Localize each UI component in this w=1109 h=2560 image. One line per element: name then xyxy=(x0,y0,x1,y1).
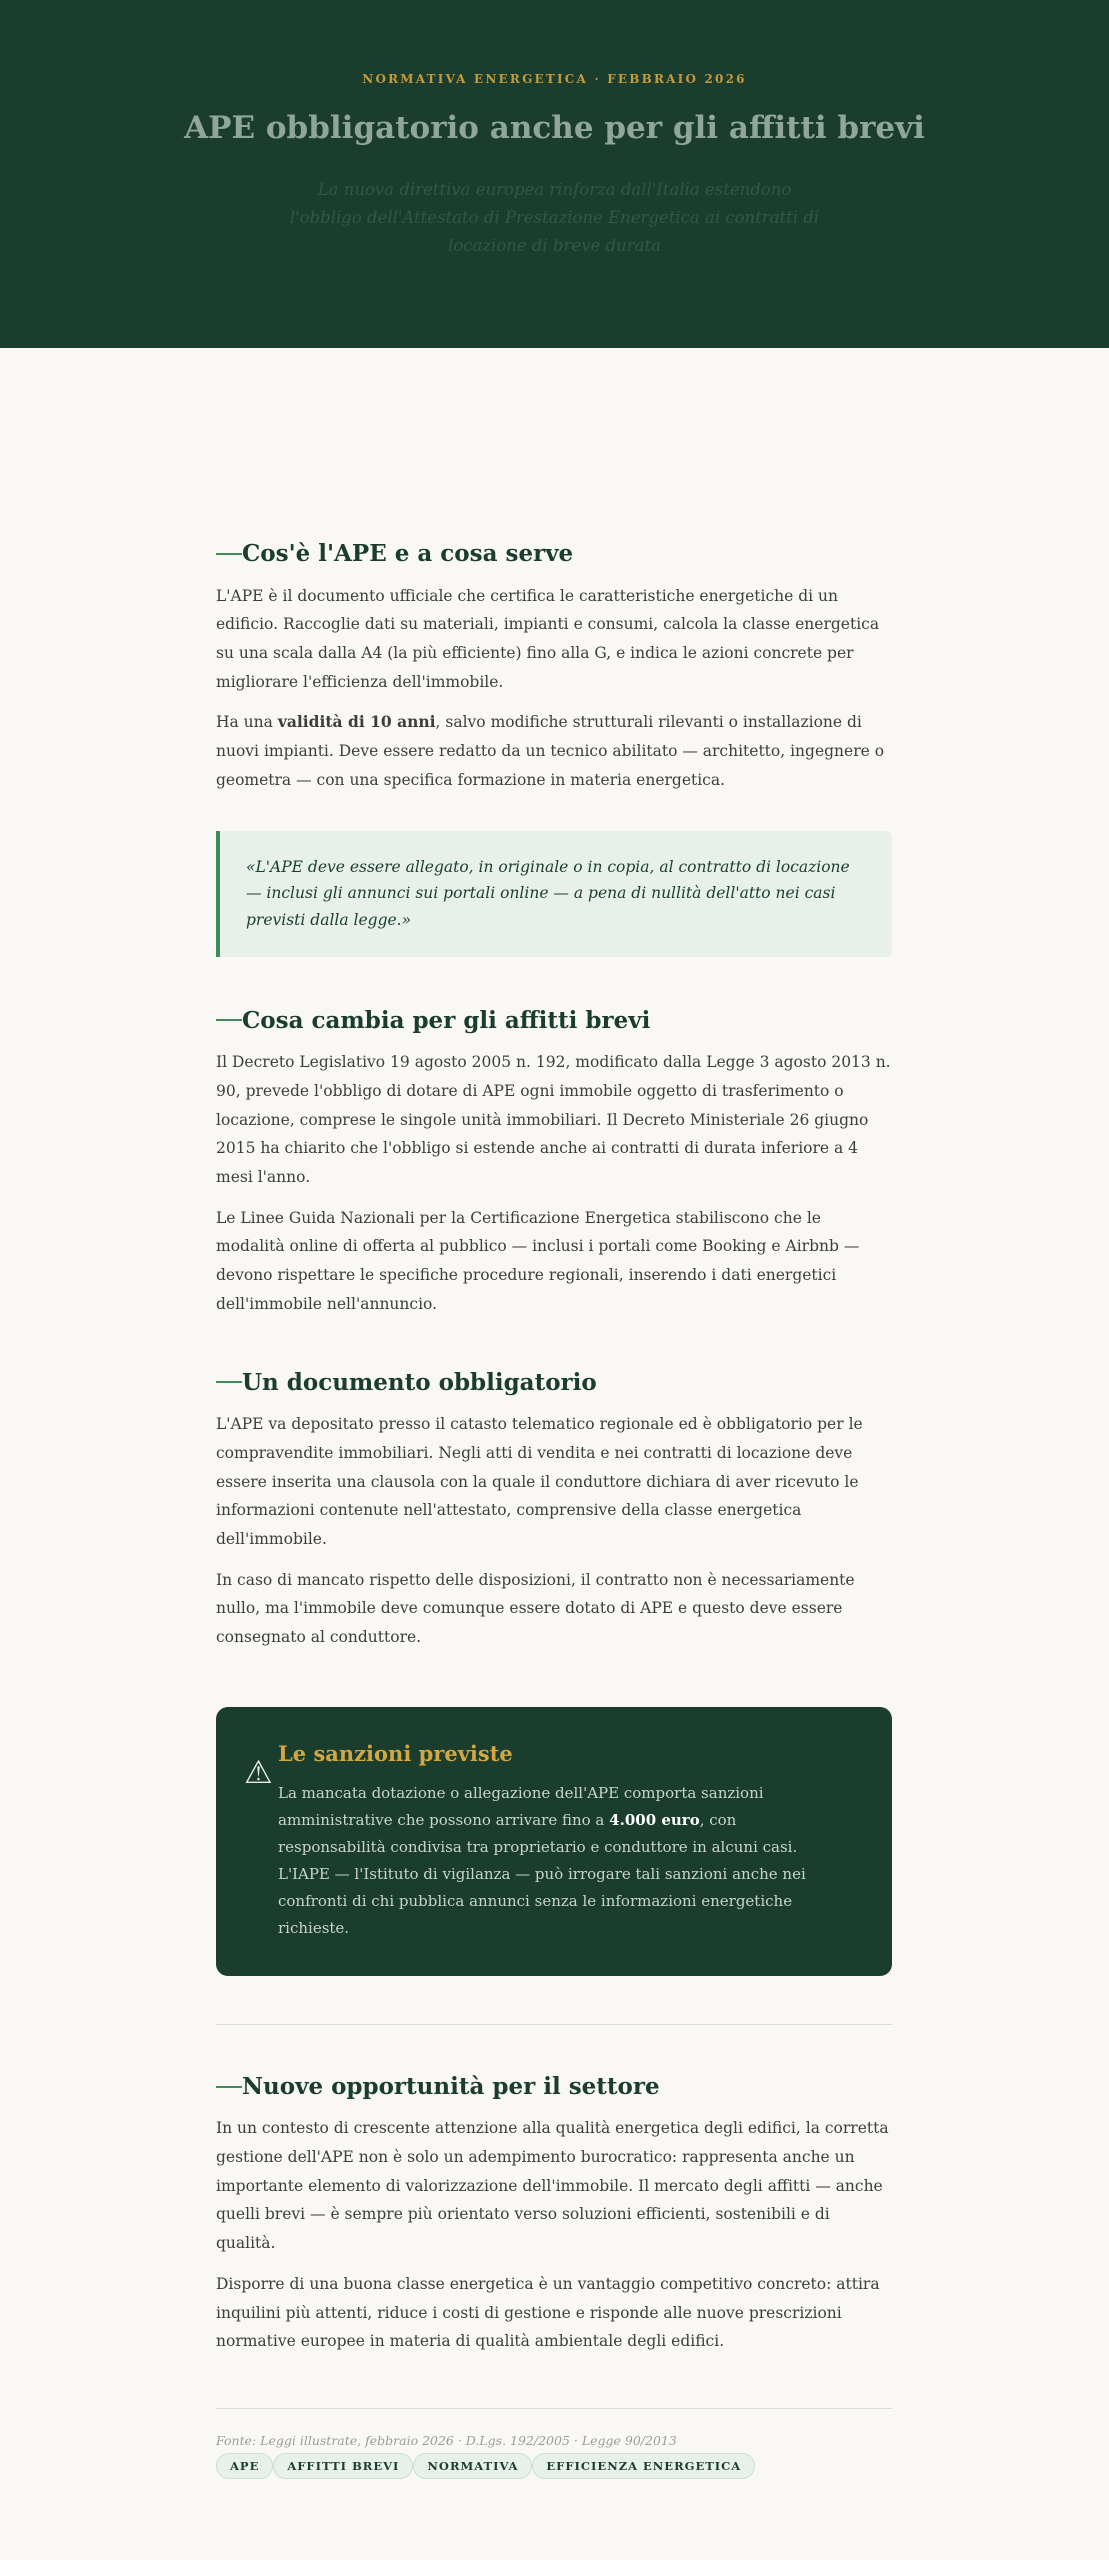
heading-text: Un documento obbligatorio xyxy=(242,1368,597,1396)
footer-divider xyxy=(216,2408,892,2409)
paragraph: Le Linee Guida Nazionali per la Certificazione Energetica stabiliscono che le modalità online di offerta al pubblico — inclusi i portali come Booking e Airbnb — devono rispettare le specifiche procedure regionali, inserendo i dati energetici dell'immobile nell'annuncio. xyxy=(216,1208,860,1313)
article-subtitle: La nuova direttiva europea rinforza dall'Italia estendono l'obbligo dell'Attestato di Prestazione Energetica ai contratti di locazione di breve durata xyxy=(289,180,820,255)
section-heading xyxy=(216,540,892,568)
callout-title: Le sanzioni previste xyxy=(278,1740,513,1766)
section-what-is-ape xyxy=(216,540,892,957)
tag-list xyxy=(216,2453,892,2479)
callout-text xyxy=(278,1780,844,1942)
paragraph: In caso di mancato rispetto delle disposizioni, il contratto non è necessariamente nullo, ma l'immobile deve comunque essere dotato di APE e questo deve essere consegnato al conduttore. xyxy=(216,1570,855,1647)
category-kicker: NORMATIVA ENERGETICA · FEBBRAIO 2026 xyxy=(362,72,747,86)
warning-triangle-icon: ⚠ xyxy=(244,1752,273,1791)
article-body xyxy=(216,540,892,2479)
heading-text: Cos'è l'APE e a cosa serve xyxy=(242,540,574,567)
sanctions-callout xyxy=(216,1707,892,1976)
section-opportunities xyxy=(216,2073,892,2356)
paragraph: L'APE è il documento ufficiale che certifica le caratteristiche energetiche di un edificio. Raccoglie dati su materiali, impianti e consumi, calcola la classe energetica su una scala dalla A4 (la più efficiente) fino alla G, e indica le azioni concrete per migliorare l'efficienza dell'immobile. xyxy=(216,586,880,691)
section-heading xyxy=(216,1007,892,1035)
heading-text: Nuove opportunità per il settore xyxy=(242,2072,660,2100)
text-run: , salvo modifiche strutturali rilevanti o installazione di nuovi impianti. Deve essere redatto da un tecnico abilitato — architetto, ingegnere o geometra — con una specifica formazione in materia energetica. xyxy=(216,713,885,789)
heading-dash xyxy=(216,553,242,555)
callout-body xyxy=(278,1741,844,1942)
heading-text: Cosa cambia per gli affitti brevi xyxy=(242,1006,651,1034)
bold-text: 4.000 euro xyxy=(609,1810,700,1829)
section-divider xyxy=(216,2024,892,2025)
text-run: La mancata dotazione o allegazione dell'APE comporta sanzioni amministrative che possono arrivare fino a xyxy=(278,1783,764,1829)
paragraph: Il Decreto Legislativo 19 agosto 2005 n. 192, modificato dalla Legge 3 agosto 2013 n. 90, prevede l'obbligo di dotare di APE ogni immobile oggetto di trasferimento o locazione, comprese le singole unità immobiliari. Il Decreto Ministeriale 26 giugno 2015 ha chiarito che l'obbligo si estende anche ai contratti di durata inferiore a 4 mesi l'anno. xyxy=(216,1053,891,1187)
text-run: Ha una xyxy=(216,713,278,732)
tag-normativa[interactable]: NORMATIVA xyxy=(413,2453,532,2479)
text-run: , con responsabilità condivisa tra proprietario e conduttore in alcuni casi. L'IAPE — l'Istituto di vigilanza — può irrogare tali sanzioni anche nei confronti di chi pubblica annunci senza le informazioni energetiche richieste. xyxy=(278,1810,806,1937)
tag-affitti-brevi[interactable]: AFFITTI BREVI xyxy=(273,2453,413,2479)
heading-dash xyxy=(216,1019,242,1021)
hero-banner xyxy=(0,0,1109,348)
heading-dash xyxy=(216,2086,242,2088)
section-short-rentals xyxy=(216,1007,892,1319)
section-mandatory-document xyxy=(216,1369,892,1652)
tag-ape[interactable]: APE xyxy=(216,2453,273,2479)
heading-dash xyxy=(216,1381,242,1383)
article-title: APE obbligatorio anche per gli affitti brevi xyxy=(184,110,925,146)
section-heading xyxy=(216,2073,892,2101)
paragraph: L'APE va depositato presso il catasto telematico regionale ed è obbligatorio per le compravendite immobiliari. Negli atti di vendita e nei contratti di locazione deve essere inserita una clausola con la quale il conduttore dichiara di aver ricevuto le informazioni contenute nell'attestato, comprensive della classe energetica dell'immobile. xyxy=(216,1415,863,1548)
paragraph: In un contesto di crescente attenzione alla qualità energetica degli edifici, la corretta gestione dell'APE non è solo un adempimento burocratico: rappresenta anche un importante elemento di valorizzazione dell'immobile. Il mercato degli affitti — anche quelli brevi — è sempre più orientato verso soluzioni efficienti, sostenibili e di qualità. xyxy=(216,2119,889,2253)
legal-quote: «L'APE deve essere allegato, in originale o in copia, al contratto di locazione — inclusi gli annunci sui portali online — a pena di nullità dell'atto nei casi previsti dalla legge.» xyxy=(216,831,892,957)
paragraph xyxy=(216,708,892,794)
source-note: Fonte: Leggi illustrate, febbraio 2026 · D.Lgs. 192/2005 · Legge 90/2013 xyxy=(216,2432,677,2448)
paragraph: Disporre di una buona classe energetica è un vantaggio competitivo concreto: attira inquilini più attenti, riduce i costi di gestione e risponde alle nuove prescrizioni normative europee in materia di qualità ambientale degli edifici. xyxy=(216,2274,880,2351)
bold-text: validità di 10 anni xyxy=(277,712,436,732)
tag-efficienza-energetica[interactable]: EFFICIENZA ENERGETICA xyxy=(532,2453,755,2479)
section-heading xyxy=(216,1369,892,1397)
